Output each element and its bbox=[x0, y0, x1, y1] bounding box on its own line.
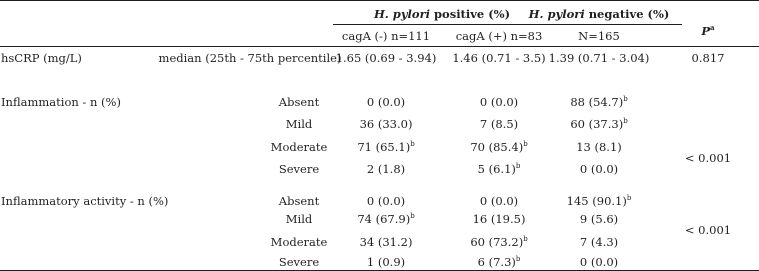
inflammation-cell: 0 (0.0) bbox=[366, 95, 406, 109]
activity-cell: 60 $(73.2)^b$ bbox=[470, 235, 528, 249]
header-cag-negative: cagA (-) n=111 bbox=[341, 29, 431, 43]
hscrp-p-value: 0.817 bbox=[691, 51, 725, 65]
activity-cell: 34 (31.2) bbox=[359, 235, 413, 249]
inflammation-cell: 70 $(85.4)^b$ bbox=[470, 140, 528, 154]
activity-cell: 145 $(90.1)^b$ bbox=[566, 194, 632, 208]
hscrp-negative: 1.39 (0.71 - 3.04) bbox=[548, 51, 650, 65]
activity-grade: Absent bbox=[278, 194, 320, 208]
activity-cell: 0 (0.0) bbox=[579, 255, 619, 269]
header-p-value: $P^a$ bbox=[701, 23, 715, 38]
hscrp-stat: median (25th - 75th percentile) bbox=[158, 51, 342, 65]
activity-grade: Moderate bbox=[270, 235, 328, 249]
activity-cell: 7 (4.3) bbox=[579, 235, 619, 249]
hscrp-cag-positive: 1.46 (0.71 - 3.5) bbox=[452, 51, 546, 65]
inflammation-p-value: < 0.001 bbox=[684, 151, 732, 165]
header-hp-positive: H. pylori positive (%) bbox=[373, 7, 511, 21]
activity-cell: 6 $(7.3)^b$ bbox=[477, 255, 521, 269]
inflammation-cell: 60 $(37.3)^b$ bbox=[570, 117, 628, 131]
top-rule bbox=[0, 0, 759, 1]
inflammation-label: Inflammation - n (%) bbox=[1, 95, 121, 109]
activity-p-value: < 0.001 bbox=[684, 223, 732, 237]
activity-label: Inflammatory activity - n (%) bbox=[1, 194, 169, 208]
header-negative-n: N=165 bbox=[578, 29, 620, 43]
activity-cell: 16 (19.5) bbox=[472, 212, 526, 226]
inflammation-grade: Mild bbox=[285, 117, 313, 131]
header-hp-negative: H. pylori negative (%) bbox=[528, 7, 670, 21]
activity-cell: 0 (0.0) bbox=[479, 194, 519, 208]
inflammation-cell: 2 (1.8) bbox=[366, 162, 406, 176]
activity-cell: 1 (0.9) bbox=[366, 255, 406, 269]
activity-grade: Severe bbox=[278, 255, 320, 269]
inflammation-cell: 88 $(54.7)^b$ bbox=[570, 95, 628, 109]
inflammation-cell: 5 $(6.1)^b$ bbox=[477, 162, 521, 176]
inflammation-grade: Absent bbox=[278, 95, 320, 109]
header-bottom-rule bbox=[0, 46, 759, 47]
inflammation-cell: 36 (33.0) bbox=[359, 117, 413, 131]
inflammation-cell: 0 (0.0) bbox=[479, 95, 519, 109]
inflammation-cell: 7 (8.5) bbox=[479, 117, 519, 131]
inflammation-cell: 71 $(65.1)^b$ bbox=[357, 140, 415, 154]
hscrp-label: hsCRP (mg/L) bbox=[1, 51, 82, 65]
activity-cell: 9 (5.6) bbox=[579, 212, 619, 226]
inflammation-cell: 0 (0.0) bbox=[579, 162, 619, 176]
inflammation-grade: Severe bbox=[278, 162, 320, 176]
hscrp-cag-negative: 1.65 (0.69 - 3.94) bbox=[335, 51, 437, 65]
inflammation-cell: 13 (8.1) bbox=[576, 140, 622, 154]
activity-cell: 74 $(67.9)^b$ bbox=[357, 212, 415, 226]
inflammation-grade: Moderate bbox=[270, 140, 328, 154]
header-rule-group bbox=[333, 24, 682, 25]
activity-grade: Mild bbox=[285, 212, 313, 226]
header-cag-positive: cagA (+) n=83 bbox=[455, 29, 543, 43]
activity-cell: 0 (0.0) bbox=[366, 194, 406, 208]
